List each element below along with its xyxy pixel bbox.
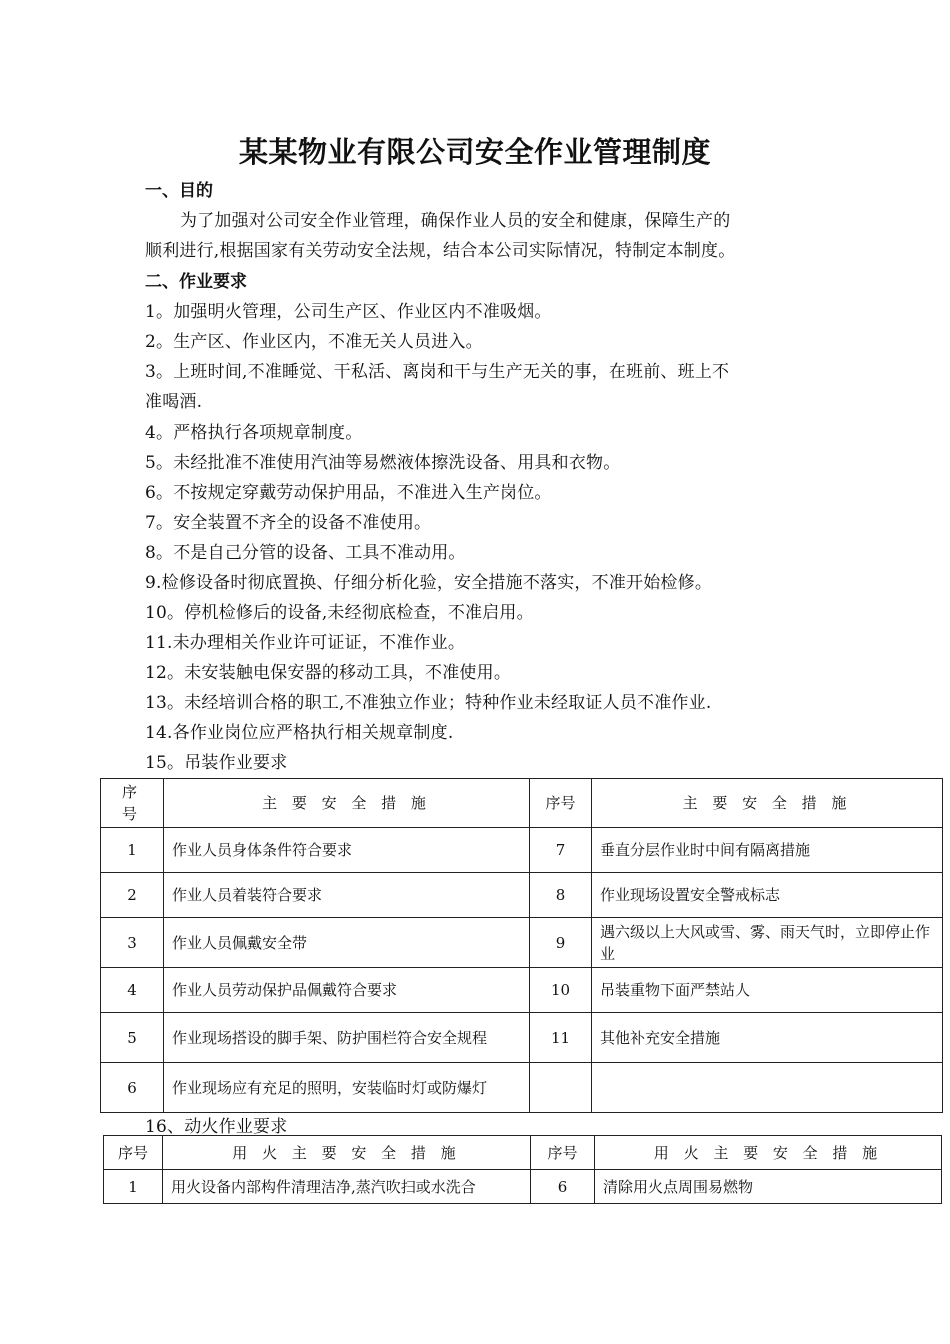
table-row [104, 1170, 942, 1204]
section-heading-purpose: 一、目的 [145, 181, 213, 201]
lifting-safety-table [100, 778, 943, 1113]
table-cell: 垂直分层作业时中间有隔离措施 [592, 828, 943, 873]
hot-work-safety-table [103, 1135, 942, 1204]
table-cell: 用火设备内部构件清理洁净,蒸汽吹扫或水洗合 [163, 1170, 531, 1204]
requirement-item: 2。生产区、作业区内，不准无关人员进入。 [145, 332, 483, 352]
table-cell: 5 [101, 1013, 164, 1063]
table-row [101, 873, 943, 918]
requirement-item: 9.检修设备时彻底置换、仔细分析化验，安全措施不落实，不准开始检修。 [145, 573, 713, 593]
table-cell: 清除用火点周围易燃物 [595, 1170, 942, 1204]
requirement-item: 1。加强明火管理，公司生产区、作业区内不准吸烟。 [145, 302, 552, 322]
requirement-item: 8。不是自己分管的设备、工具不准动用。 [145, 543, 466, 563]
table-cell: 9 [530, 918, 592, 968]
table-row [101, 1013, 943, 1063]
table-cell: 吊装重物下面严禁站人 [592, 968, 943, 1013]
requirement-item: 15。吊装作业要求 [145, 753, 288, 773]
table-cell: 作业人员身体条件符合要求 [164, 828, 530, 873]
table-cell: 作业现场应有充足的照明，安装临时灯或防爆灯 [164, 1063, 530, 1113]
table-header-cell: 序号 [104, 1136, 163, 1170]
requirement-item: 12。未安装触电保安器的移动工具，不准使用。 [145, 663, 512, 683]
table-cell [530, 1063, 592, 1113]
table-header-cell: 用 火 主 要 安 全 措 施 [595, 1136, 942, 1170]
purpose-paragraph-line: 为了加强对公司安全作业管理，确保作业人员的安全和健康，保障生产的 [180, 211, 731, 231]
table-cell [592, 1063, 943, 1113]
document-title: 某某物业有限公司安全作业管理制度 [238, 135, 711, 169]
table-row [101, 828, 943, 873]
table-cell: 4 [101, 968, 164, 1013]
section-heading-hot-work: 16、动火作业要求 [145, 1117, 288, 1137]
table-cell: 8 [530, 873, 592, 918]
table-row [101, 1063, 943, 1113]
requirement-item: 3。上班时间,不准睡觉、干私活、离岗和干与生产无关的事，在班前、班上不 [145, 362, 730, 382]
table-row [101, 918, 943, 968]
requirement-item: 10。停机检修后的设备,未经彻底检查，不准启用。 [145, 603, 534, 623]
table-cell: 1 [104, 1170, 163, 1204]
table-cell: 作业人员劳动保护品佩戴符合要求 [164, 968, 530, 1013]
table-cell: 2 [101, 873, 164, 918]
requirement-item: 7。安全装置不齐全的设备不准使用。 [145, 513, 432, 533]
table-header-cell: 序号 [530, 779, 592, 828]
table-header-cell: 序 号 [101, 779, 164, 828]
table-cell: 作业现场搭设的脚手架、防护围栏符合安全规程 [164, 1013, 530, 1063]
table-cell: 6 [101, 1063, 164, 1113]
table-row [101, 968, 943, 1013]
table-cell: 作业现场设置安全警戒标志 [592, 873, 943, 918]
requirement-item: 准喝酒. [145, 392, 203, 412]
table-cell: 7 [530, 828, 592, 873]
requirement-item: 6。不按规定穿戴劳动保护用品，不准进入生产岗位。 [145, 483, 552, 503]
requirement-item: 11.未办理相关作业许可证证，不准作业。 [145, 633, 466, 653]
table-cell: 11 [530, 1013, 592, 1063]
table-cell: 遇六级以上大风或雪、雾、雨天气时，立即停止作业 [592, 918, 943, 968]
table-header-cell: 用 火 主 要 安 全 措 施 [163, 1136, 531, 1170]
table-cell: 其他补充安全措施 [592, 1013, 943, 1063]
table-header-row [101, 779, 943, 828]
table-cell: 作业人员佩戴安全带 [164, 918, 530, 968]
requirement-item: 5。未经批准不准使用汽油等易燃液体擦洗设备、用具和衣物。 [145, 453, 621, 473]
table-cell: 3 [101, 918, 164, 968]
table-header-cell: 主 要 安 全 措 施 [164, 779, 530, 828]
purpose-paragraph-line: 顺利进行,根据国家有关劳动安全法规，结合本公司实际情况，特制定本制度。 [145, 241, 736, 261]
section-heading-requirements: 二、作业要求 [145, 272, 247, 292]
table-header-cell: 主 要 安 全 措 施 [592, 779, 943, 828]
requirement-item: 4。严格执行各项规章制度。 [145, 423, 363, 443]
requirement-item: 14.各作业岗位应严格执行相关规章制度. [145, 723, 454, 743]
table-header-row [104, 1136, 942, 1170]
table-cell: 1 [101, 828, 164, 873]
table-cell: 10 [530, 968, 592, 1013]
table-cell: 作业人员着装符合要求 [164, 873, 530, 918]
table-cell: 6 [531, 1170, 595, 1204]
requirement-item: 13。未经培训合格的职工,不准独立作业；特种作业未经取证人员不准作业. [145, 693, 712, 713]
table-header-cell: 序号 [531, 1136, 595, 1170]
